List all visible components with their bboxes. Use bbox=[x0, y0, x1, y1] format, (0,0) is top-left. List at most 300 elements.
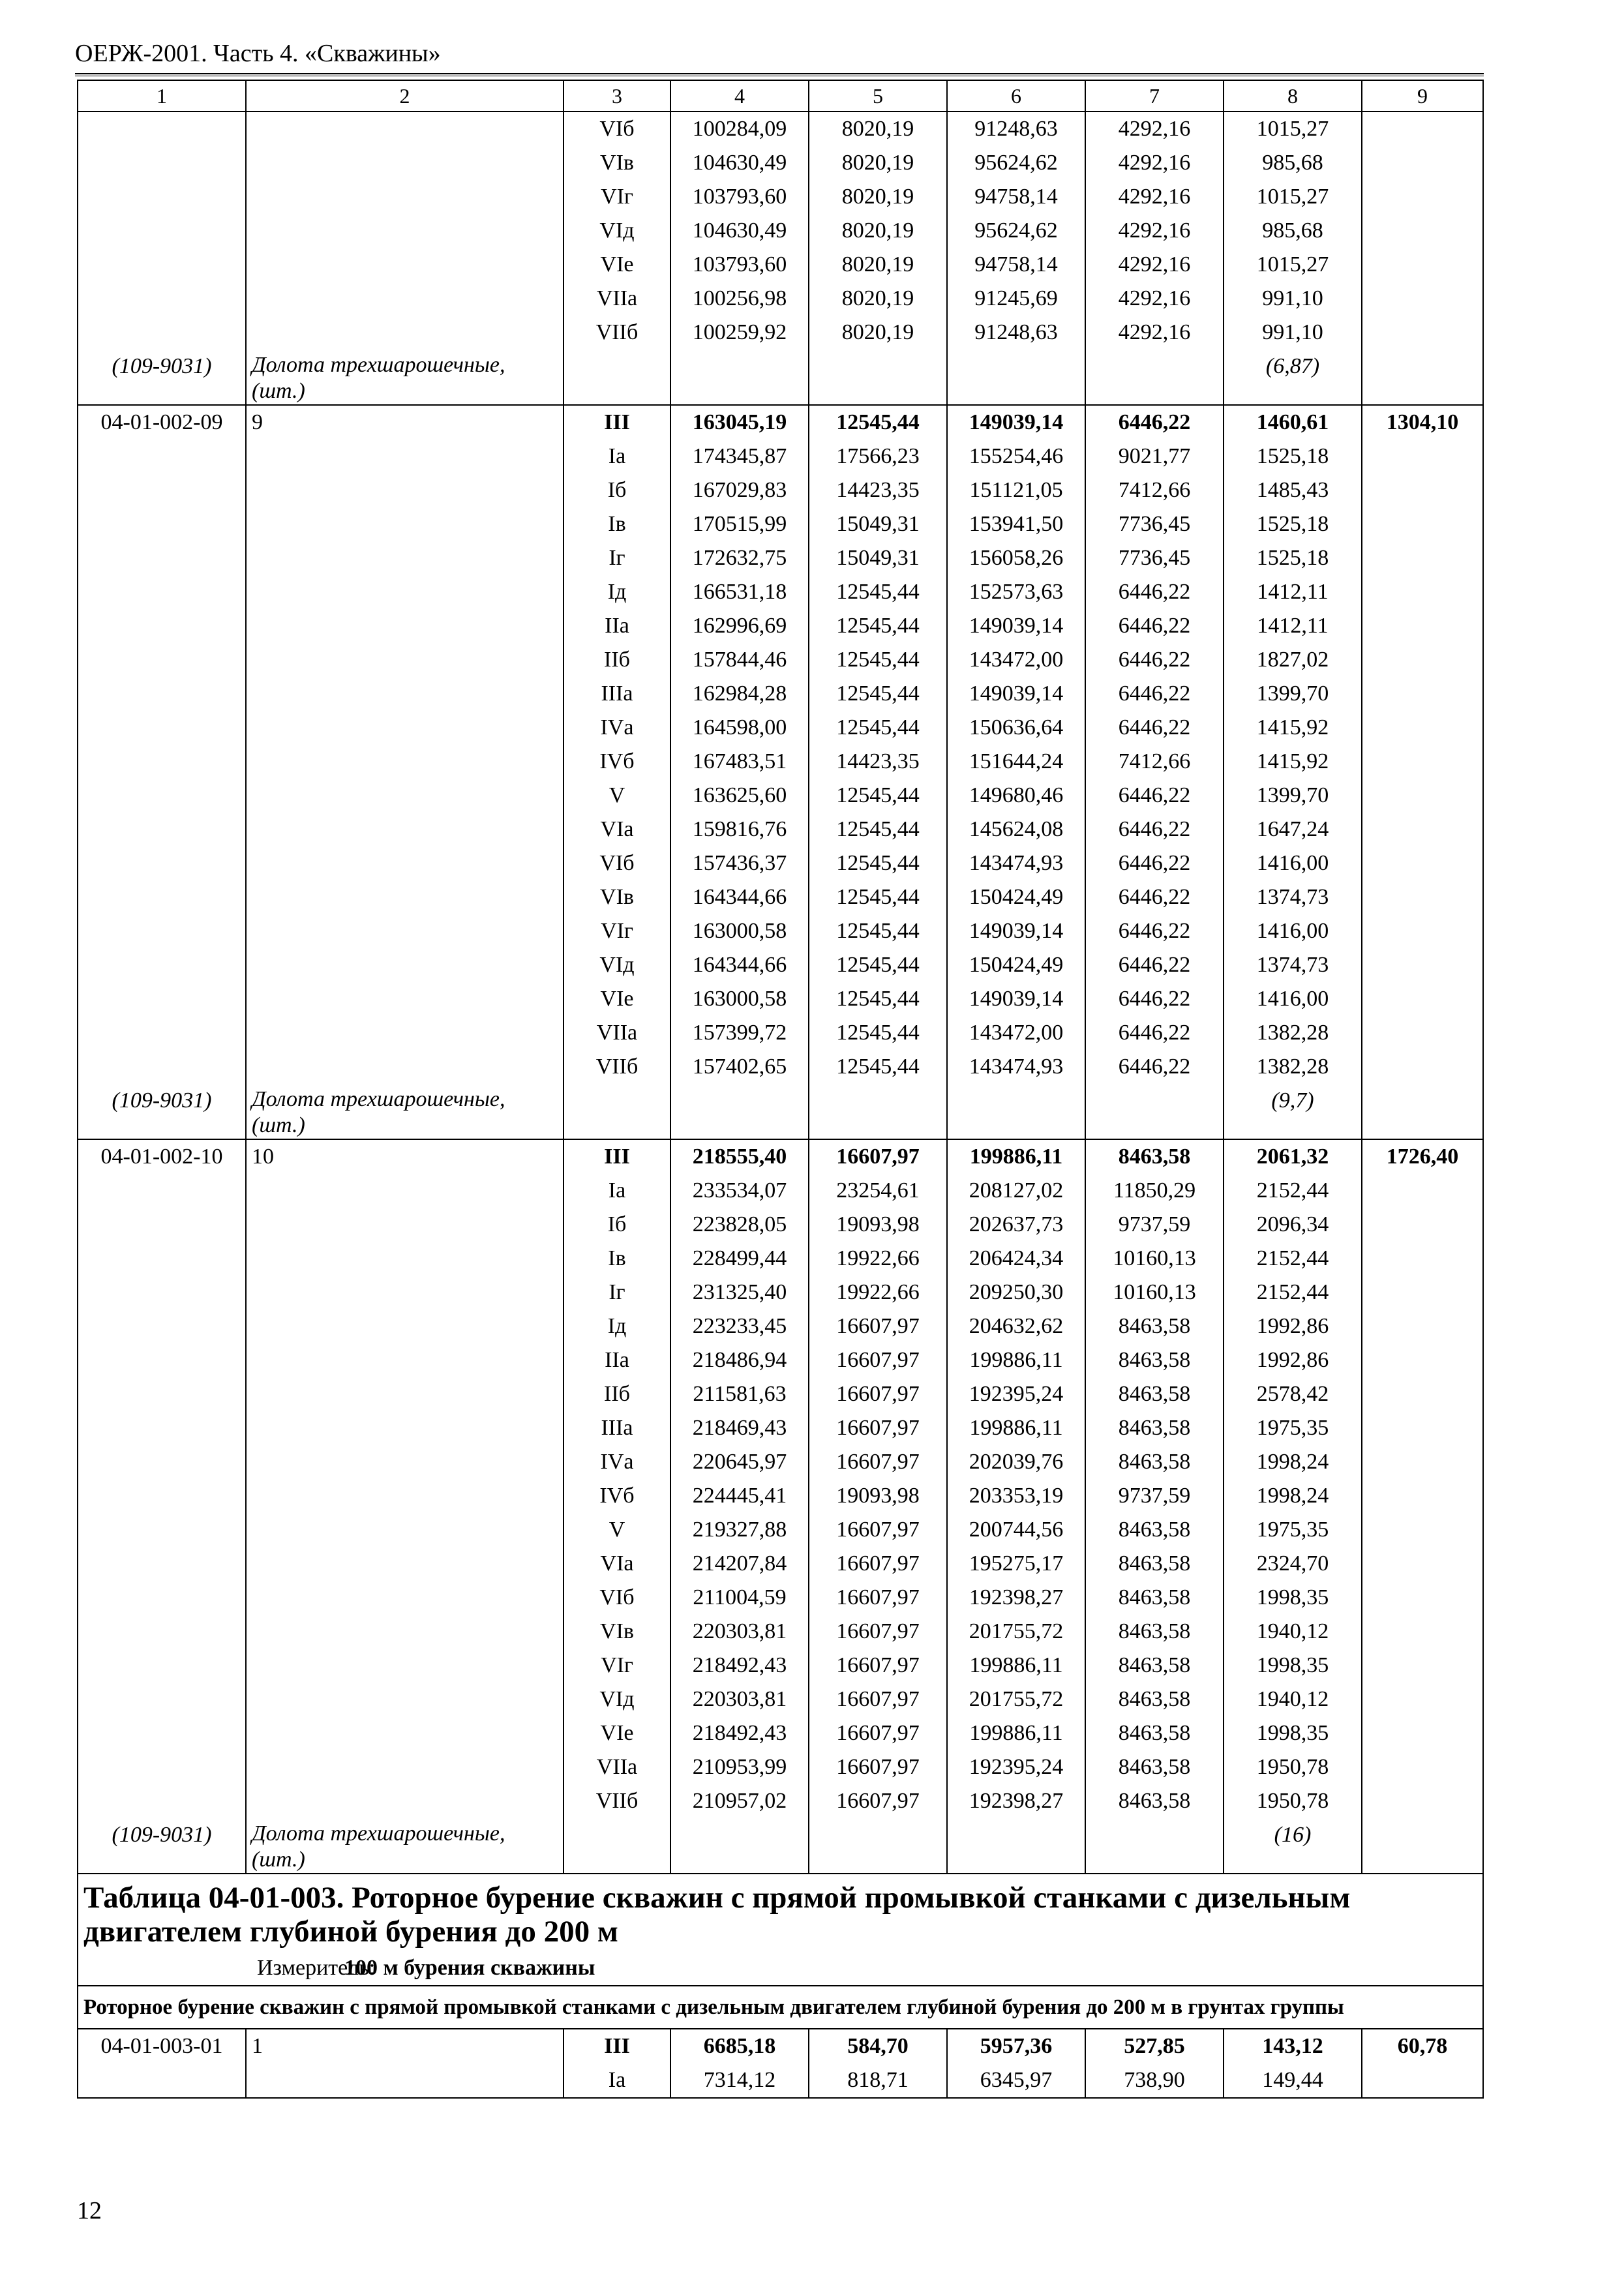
cell-value: 163045,19 bbox=[692, 410, 787, 434]
cell-value: 2324,70 bbox=[1256, 1551, 1329, 1576]
soil-group: Iа bbox=[608, 1178, 626, 1203]
cell-value: 156058,26 bbox=[969, 546, 1064, 570]
measure-label: Измеритель: bbox=[257, 1956, 376, 1980]
rate-block bbox=[78, 1139, 1483, 1874]
rate-block bbox=[78, 405, 1483, 1139]
cell-value: 12545,44 bbox=[836, 681, 920, 706]
cell-value: 223233,45 bbox=[692, 1314, 787, 1338]
spacer bbox=[252, 643, 558, 677]
cell-value: 4292,16 bbox=[1118, 218, 1191, 243]
cell-value: 94758,14 bbox=[974, 185, 1058, 209]
value-cell-col4 bbox=[670, 112, 809, 405]
cell-value: 6446,22 bbox=[1118, 715, 1191, 740]
soil-group: VIа bbox=[600, 1551, 634, 1576]
soil-group-cell bbox=[564, 1139, 670, 1874]
value-cell-col4 bbox=[670, 2029, 809, 2098]
cell-value: 206424,34 bbox=[969, 1246, 1064, 1270]
cell-value: 12545,44 bbox=[836, 410, 920, 434]
col9-cell bbox=[1362, 1139, 1483, 1874]
resource-name: Долота трехшарошечные, (шт.) bbox=[252, 353, 505, 403]
cell-value: 12545,44 bbox=[836, 851, 920, 875]
cell-value: 199886,11 bbox=[969, 1653, 1063, 1677]
cell-value: 91245,69 bbox=[974, 286, 1058, 310]
position-number: 10 bbox=[252, 1144, 274, 1169]
cell-value: 6446,22 bbox=[1118, 614, 1191, 638]
cell-value: 2096,34 bbox=[1256, 1212, 1329, 1236]
cell-value: 14423,35 bbox=[836, 749, 920, 773]
cell-value: 16607,97 bbox=[836, 1653, 920, 1677]
cell-value: 12545,44 bbox=[836, 919, 920, 943]
soil-group: Iв bbox=[608, 1246, 626, 1270]
col9-value: 1726,40 bbox=[1386, 1144, 1459, 1169]
cell-value: 1975,35 bbox=[1256, 1518, 1329, 1542]
col9-cell bbox=[1362, 405, 1483, 1139]
cell-value: 150636,64 bbox=[969, 715, 1064, 740]
soil-group: Iд bbox=[607, 580, 627, 604]
cell-value: 12545,44 bbox=[836, 1021, 920, 1045]
cell-value: 1940,12 bbox=[1256, 1619, 1329, 1643]
spacer bbox=[252, 1750, 558, 1784]
cell-value: 6446,22 bbox=[1118, 648, 1191, 672]
spacer bbox=[252, 112, 558, 146]
block-name-cell bbox=[246, 2029, 564, 2098]
col9-value: 60,78 bbox=[1397, 2034, 1448, 2058]
spacer bbox=[252, 1411, 558, 1445]
cell-value: 195275,17 bbox=[969, 1551, 1064, 1576]
spacer bbox=[83, 745, 240, 779]
spacer bbox=[83, 1050, 240, 1084]
cell-value: 143,12 bbox=[1262, 2034, 1323, 2058]
spacer bbox=[252, 1208, 558, 1242]
cell-value: 151121,05 bbox=[969, 478, 1063, 502]
col9-cell bbox=[1362, 2029, 1483, 2098]
cell-value: 985,68 bbox=[1262, 218, 1323, 243]
soil-group: VIа bbox=[600, 817, 634, 841]
spacer bbox=[83, 1581, 240, 1615]
position-number: 9 bbox=[252, 410, 263, 434]
cell-value: 167483,51 bbox=[692, 749, 787, 773]
spacer bbox=[83, 1242, 240, 1276]
column-number: 2 bbox=[246, 80, 564, 112]
col9-cell bbox=[1362, 112, 1483, 405]
cell-value: 199886,11 bbox=[969, 1721, 1063, 1745]
cell-value: 170515,99 bbox=[692, 512, 787, 536]
position-number: 1 bbox=[252, 2034, 263, 2058]
soil-group: IVб bbox=[599, 749, 635, 773]
cell-value: 6446,22 bbox=[1118, 580, 1191, 604]
cell-value: 91248,63 bbox=[974, 320, 1058, 344]
cell-value: 1827,02 bbox=[1256, 648, 1329, 672]
soil-group: VIд bbox=[599, 953, 635, 977]
spacer bbox=[252, 1547, 558, 1581]
cell-value: 1015,27 bbox=[1256, 117, 1329, 141]
table-title-row bbox=[78, 1874, 1483, 1951]
cell-value: 220645,97 bbox=[692, 1450, 787, 1474]
cell-value: 16607,97 bbox=[836, 1755, 920, 1779]
cell-value: 15049,31 bbox=[836, 546, 920, 570]
cell-value: 164598,00 bbox=[692, 715, 787, 740]
soil-group: VIг bbox=[601, 919, 633, 943]
cell-value: 12545,44 bbox=[836, 987, 920, 1011]
spacer bbox=[252, 1479, 558, 1513]
cell-value: 4292,16 bbox=[1118, 252, 1191, 277]
spacer bbox=[252, 982, 558, 1016]
cell-value: 223828,05 bbox=[692, 1212, 787, 1236]
value-cell-col5 bbox=[809, 2029, 947, 2098]
cell-value: 2152,44 bbox=[1256, 1246, 1329, 1270]
soil-group: IIIа bbox=[601, 1416, 633, 1440]
soil-group: IVб bbox=[599, 1484, 635, 1508]
cell-value: 8463,58 bbox=[1118, 1144, 1191, 1169]
cell-value: 12545,44 bbox=[836, 817, 920, 841]
page-number: 12 bbox=[77, 2197, 102, 2224]
spacer bbox=[83, 1547, 240, 1581]
cell-value: 95624,62 bbox=[974, 151, 1058, 175]
spacer bbox=[252, 1716, 558, 1750]
cell-value: 1374,73 bbox=[1256, 885, 1329, 909]
spacer bbox=[252, 1377, 558, 1411]
cell-value: 157402,65 bbox=[692, 1055, 787, 1079]
cell-value: 1950,78 bbox=[1256, 1789, 1329, 1813]
column-number: 5 bbox=[809, 80, 947, 112]
cell-value: 16607,97 bbox=[836, 1687, 920, 1711]
spacer bbox=[83, 1479, 240, 1513]
spacer bbox=[83, 282, 240, 316]
cell-value: 8463,58 bbox=[1118, 1585, 1191, 1609]
cell-value: 16607,97 bbox=[836, 1416, 920, 1440]
soil-group: VIд bbox=[599, 218, 635, 243]
cell-value: 103793,60 bbox=[692, 252, 787, 277]
measure-cell bbox=[78, 1951, 1483, 1986]
spacer bbox=[83, 982, 240, 1016]
spacer bbox=[252, 1174, 558, 1208]
soil-group: III bbox=[604, 410, 630, 434]
measure-row bbox=[78, 1951, 1483, 1986]
cell-value: 1975,35 bbox=[1256, 1416, 1329, 1440]
cell-value: 218555,40 bbox=[692, 1144, 787, 1169]
cell-value: 6345,97 bbox=[980, 2068, 1053, 2092]
spacer bbox=[83, 112, 240, 146]
cell-value: 15049,31 bbox=[836, 512, 920, 536]
spacer bbox=[83, 440, 240, 473]
spacer bbox=[83, 1513, 240, 1547]
cell-value: 149039,14 bbox=[969, 987, 1064, 1011]
cell-value: 164344,66 bbox=[692, 953, 787, 977]
cell-value: 163000,58 bbox=[692, 919, 787, 943]
position-code: 04-01-002-10 bbox=[100, 1144, 223, 1169]
cell-value: 100256,98 bbox=[692, 286, 787, 310]
soil-group: Iв bbox=[608, 512, 626, 536]
cell-value: 19922,66 bbox=[836, 1246, 920, 1270]
column-number: 4 bbox=[670, 80, 809, 112]
cell-value: 991,10 bbox=[1262, 286, 1323, 310]
cell-value: 19093,98 bbox=[836, 1212, 920, 1236]
spacer bbox=[252, 1615, 558, 1649]
block-code-cell bbox=[78, 2029, 246, 2098]
cell-value: 1525,18 bbox=[1256, 546, 1329, 570]
cell-value: 19922,66 bbox=[836, 1280, 920, 1304]
soil-group: VIIб bbox=[595, 1055, 639, 1079]
resource-quantity: (6,87) bbox=[1265, 354, 1320, 378]
spacer bbox=[83, 643, 240, 677]
cell-value: 100259,92 bbox=[692, 320, 787, 344]
cell-value: 23254,61 bbox=[836, 1178, 920, 1203]
cell-value: 231325,40 bbox=[692, 1280, 787, 1304]
cell-value: 1399,70 bbox=[1256, 783, 1329, 807]
cell-value: 17566,23 bbox=[836, 444, 920, 468]
cell-value: 218469,43 bbox=[692, 1416, 787, 1440]
cell-value: 192398,27 bbox=[969, 1789, 1064, 1813]
soil-group: VIб bbox=[599, 117, 635, 141]
cell-value: 8020,19 bbox=[841, 286, 914, 310]
cell-value: 12545,44 bbox=[836, 783, 920, 807]
cell-value: 174345,87 bbox=[692, 444, 787, 468]
cell-value: 1382,28 bbox=[1256, 1021, 1329, 1045]
soil-group: Iа bbox=[608, 444, 626, 468]
cell-value: 6446,22 bbox=[1118, 817, 1191, 841]
spacer bbox=[83, 779, 240, 813]
value-cell-col7 bbox=[1085, 112, 1224, 405]
cell-value: 12545,44 bbox=[836, 580, 920, 604]
spacer bbox=[252, 1513, 558, 1547]
cell-value: 8463,58 bbox=[1118, 1416, 1191, 1440]
spacer bbox=[252, 282, 558, 316]
soil-group-cell bbox=[564, 2029, 670, 2098]
spacer bbox=[252, 846, 558, 880]
spacer bbox=[252, 1581, 558, 1615]
cell-value: 149039,14 bbox=[969, 614, 1064, 638]
cell-value: 584,70 bbox=[847, 2034, 909, 2058]
cell-value: 233534,07 bbox=[692, 1178, 787, 1203]
cell-value: 211004,59 bbox=[693, 1585, 787, 1609]
value-cell-col7 bbox=[1085, 1139, 1224, 1874]
cell-value: 104630,49 bbox=[692, 218, 787, 243]
position-code: 04-01-003-01 bbox=[100, 2034, 223, 2058]
block-name-cell bbox=[246, 1139, 564, 1874]
column-number: 7 bbox=[1085, 80, 1224, 112]
cell-value: 1647,24 bbox=[1256, 817, 1329, 841]
cell-value: 203353,19 bbox=[969, 1484, 1064, 1508]
cell-value: 1525,18 bbox=[1256, 512, 1329, 536]
cell-value: 6446,22 bbox=[1118, 919, 1191, 943]
cell-value: 208127,02 bbox=[969, 1178, 1064, 1203]
cell-value: 211581,63 bbox=[693, 1382, 787, 1406]
cell-value: 2578,42 bbox=[1256, 1382, 1329, 1406]
spacer bbox=[83, 1343, 240, 1377]
cell-value: 228499,44 bbox=[692, 1246, 787, 1270]
soil-group: VIIб bbox=[595, 320, 639, 344]
cell-value: 167029,83 bbox=[692, 478, 787, 502]
spacer bbox=[83, 316, 240, 350]
cell-value: 2152,44 bbox=[1256, 1280, 1329, 1304]
cell-value: 100284,09 bbox=[692, 117, 787, 141]
soil-group: VIб bbox=[599, 1585, 635, 1609]
soil-group: Iб bbox=[607, 1212, 627, 1236]
cell-value: 1015,27 bbox=[1256, 252, 1329, 277]
cell-value: 8463,58 bbox=[1118, 1789, 1191, 1813]
spacer bbox=[83, 507, 240, 541]
cell-value: 16607,97 bbox=[836, 1721, 920, 1745]
spacer bbox=[252, 1784, 558, 1818]
cell-value: 12545,44 bbox=[836, 953, 920, 977]
soil-group: VIб bbox=[599, 851, 635, 875]
cell-value: 12545,44 bbox=[836, 885, 920, 909]
block-name-cell bbox=[246, 112, 564, 405]
cell-value: 1015,27 bbox=[1256, 185, 1329, 209]
cell-value: 738,90 bbox=[1124, 2068, 1185, 2092]
cell-value: 1485,43 bbox=[1256, 478, 1329, 502]
cell-value: 985,68 bbox=[1262, 151, 1323, 175]
description-row bbox=[78, 1986, 1483, 2029]
cell-value: 104630,49 bbox=[692, 151, 787, 175]
cell-value: 1415,92 bbox=[1256, 749, 1329, 773]
cell-value: 224445,41 bbox=[692, 1484, 787, 1508]
column-number-row bbox=[78, 80, 1483, 112]
cell-value: 8463,58 bbox=[1118, 1687, 1191, 1711]
cell-value: 218492,43 bbox=[692, 1721, 787, 1745]
spacer bbox=[83, 1784, 240, 1818]
spacer bbox=[83, 609, 240, 643]
cell-value: 16607,97 bbox=[836, 1348, 920, 1372]
value-cell-col7 bbox=[1085, 405, 1224, 1139]
resource-name: Долота трехшарошечные, (шт.) bbox=[252, 1087, 505, 1137]
cell-value: 153941,50 bbox=[969, 512, 1064, 536]
cell-value: 12545,44 bbox=[836, 614, 920, 638]
cell-value: 8463,58 bbox=[1118, 1721, 1191, 1745]
spacer bbox=[252, 609, 558, 643]
cell-value: 210957,02 bbox=[692, 1789, 787, 1813]
cell-value: 4292,16 bbox=[1118, 320, 1191, 344]
rate-block bbox=[78, 112, 1483, 405]
cell-value: 8020,19 bbox=[841, 218, 914, 243]
soil-group: IIIа bbox=[601, 681, 633, 706]
cell-value: 6446,22 bbox=[1118, 953, 1191, 977]
cell-value: 149039,14 bbox=[969, 919, 1064, 943]
spacer bbox=[83, 1276, 240, 1309]
cell-value: 7736,45 bbox=[1118, 512, 1191, 536]
cell-value: 6446,22 bbox=[1118, 851, 1191, 875]
cell-value: 16607,97 bbox=[836, 1382, 920, 1406]
cell-value: 162984,28 bbox=[692, 681, 787, 706]
cell-value: 209250,30 bbox=[969, 1280, 1064, 1304]
spacer bbox=[83, 1174, 240, 1208]
cell-value: 1399,70 bbox=[1256, 681, 1329, 706]
spacer bbox=[83, 1615, 240, 1649]
cell-value: 219327,88 bbox=[692, 1518, 787, 1542]
spacer bbox=[252, 711, 558, 745]
cell-value: 12545,44 bbox=[836, 715, 920, 740]
rates-table bbox=[77, 80, 1484, 2099]
cell-value: 151644,24 bbox=[969, 749, 1064, 773]
cell-value: 202039,76 bbox=[969, 1450, 1064, 1474]
cell-value: 172632,75 bbox=[692, 546, 787, 570]
cell-value: 7736,45 bbox=[1118, 546, 1191, 570]
cell-value: 150424,49 bbox=[969, 953, 1064, 977]
cell-value: 9021,77 bbox=[1118, 444, 1191, 468]
col9-value: 1304,10 bbox=[1386, 410, 1459, 434]
cell-value: 5957,36 bbox=[980, 2034, 1053, 2058]
block-code-cell bbox=[78, 405, 246, 1139]
cell-value: 204632,62 bbox=[969, 1314, 1064, 1338]
column-number: 3 bbox=[564, 80, 670, 112]
cell-value: 991,10 bbox=[1262, 320, 1323, 344]
cell-value: 527,85 bbox=[1124, 2034, 1185, 2058]
cell-value: 4292,16 bbox=[1118, 185, 1191, 209]
spacer bbox=[83, 1683, 240, 1716]
cell-value: 8463,58 bbox=[1118, 1619, 1191, 1643]
cell-value: 6446,22 bbox=[1118, 783, 1191, 807]
resource-code: (109-9031) bbox=[112, 1823, 212, 1847]
cell-value: 16607,97 bbox=[836, 1585, 920, 1609]
soil-group: Iб bbox=[607, 478, 627, 502]
cell-value: 8463,58 bbox=[1118, 1653, 1191, 1677]
column-number: 9 bbox=[1362, 80, 1483, 112]
cell-value: 1412,11 bbox=[1257, 614, 1329, 638]
cell-value: 8463,58 bbox=[1118, 1755, 1191, 1779]
value-cell-col7 bbox=[1085, 2029, 1224, 2098]
cell-value: 1998,24 bbox=[1256, 1484, 1329, 1508]
cell-value: 1415,92 bbox=[1256, 715, 1329, 740]
soil-group: VIIа bbox=[596, 286, 638, 310]
spacer bbox=[83, 541, 240, 575]
cell-value: 2061,32 bbox=[1256, 1144, 1329, 1169]
spacer bbox=[252, 440, 558, 473]
soil-group: VIе bbox=[600, 252, 634, 277]
spacer bbox=[83, 1716, 240, 1750]
cell-value: 164344,66 bbox=[692, 885, 787, 909]
cell-value: 8020,19 bbox=[841, 151, 914, 175]
cell-value: 199886,11 bbox=[969, 1348, 1063, 1372]
soil-group: VIв bbox=[600, 1619, 634, 1643]
cell-value: 149,44 bbox=[1262, 2068, 1323, 2092]
cell-value: 162996,69 bbox=[692, 614, 787, 638]
cell-value: 94758,14 bbox=[974, 252, 1058, 277]
cell-value: 143474,93 bbox=[969, 851, 1064, 875]
measure-value: 100 м бурения скважины bbox=[344, 1956, 595, 1980]
spacer bbox=[252, 813, 558, 846]
value-cell-col6 bbox=[947, 405, 1085, 1139]
rates-table-body bbox=[78, 80, 1483, 2098]
cell-value: 12545,44 bbox=[836, 1055, 920, 1079]
cell-value: 192395,24 bbox=[969, 1382, 1064, 1406]
cell-value: 163000,58 bbox=[692, 987, 787, 1011]
value-cell-col5 bbox=[809, 405, 947, 1139]
spacer bbox=[83, 846, 240, 880]
spacer bbox=[83, 1016, 240, 1050]
cell-value: 145624,08 bbox=[969, 817, 1064, 841]
cell-value: 214207,84 bbox=[692, 1551, 787, 1576]
cell-value: 16607,97 bbox=[836, 1144, 920, 1169]
spacer bbox=[252, 214, 558, 248]
spacer bbox=[83, 880, 240, 914]
cell-value: 8020,19 bbox=[841, 252, 914, 277]
spacer bbox=[252, 575, 558, 609]
cell-value: 103793,60 bbox=[692, 185, 787, 209]
spacer bbox=[252, 880, 558, 914]
cell-value: 1374,73 bbox=[1256, 953, 1329, 977]
soil-group: Iг bbox=[609, 546, 625, 570]
value-cell-col5 bbox=[809, 112, 947, 405]
cell-value: 220303,81 bbox=[692, 1687, 787, 1711]
header-rule bbox=[75, 73, 1484, 74]
soil-group: VIIа bbox=[596, 1755, 638, 1779]
cell-value: 1416,00 bbox=[1256, 919, 1329, 943]
spacer bbox=[252, 1309, 558, 1343]
value-cell-col8 bbox=[1224, 1139, 1362, 1874]
cell-value: 4292,16 bbox=[1118, 117, 1191, 141]
spacer bbox=[252, 473, 558, 507]
cell-value: 8020,19 bbox=[841, 117, 914, 141]
